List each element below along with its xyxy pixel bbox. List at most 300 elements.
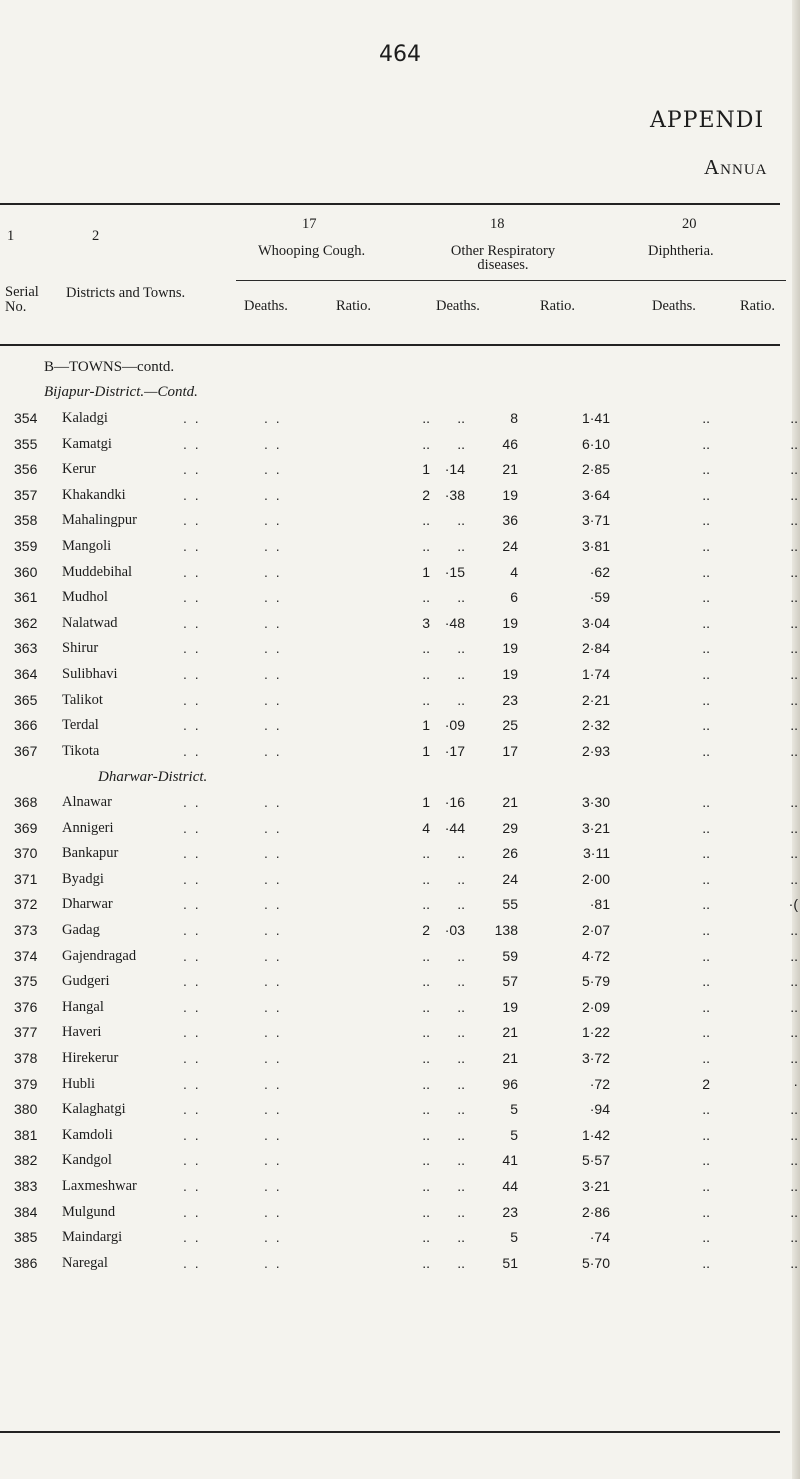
respiratory-deaths-cell: 19 (502, 640, 518, 657)
leader-dots: . . (264, 717, 282, 734)
table-row (0, 1152, 800, 1178)
respiratory-ratio-cell: 3·21 (581, 819, 610, 836)
table-row (0, 1024, 800, 1050)
leader-dots: . . (183, 640, 201, 657)
leader-dots: . . (264, 947, 282, 964)
whooping-deaths-cell: .. (422, 1254, 430, 1271)
respiratory-deaths-cell: 17 (502, 742, 518, 759)
leader-dots: . . (183, 1178, 201, 1194)
diphtheria-deaths-cell: .. (702, 1152, 710, 1169)
leader-dots: . . (264, 845, 282, 862)
leader-dots: . . (183, 1024, 201, 1041)
whooping-deaths-cell: .. (422, 589, 430, 606)
district-heading-dharwar: Dharwar-District. (98, 769, 208, 785)
whooping-deaths-cell: 1 (422, 742, 430, 759)
whooping-deaths-cell: .. (422, 1152, 430, 1169)
leader-dots: . . (183, 512, 201, 529)
whooping-deaths-cell: .. (422, 410, 430, 426)
diphtheria-deaths-cell: .. (702, 410, 710, 426)
diphtheria-ratio-cell: .. (790, 691, 798, 708)
respiratory-deaths-cell: 21 (502, 461, 518, 478)
whooping-ratio-cell: .. (457, 1254, 465, 1271)
whooping-cough-header: Whooping Cough. (258, 243, 366, 259)
diphtheria-deaths-cell: .. (702, 563, 710, 580)
whooping-ratio-cell: .. (457, 1126, 465, 1143)
respiratory-ratio-cell: 2·07 (581, 922, 610, 938)
respiratory-deaths-cell: 36 (502, 512, 518, 529)
town-name-cell: Hangal (62, 998, 104, 1015)
town-name-cell: Dharwar (62, 896, 113, 913)
diphtheria-ratio-cell: .. (790, 1152, 798, 1169)
leader-dots: . . (264, 614, 282, 631)
diphtheria-deaths-cell: .. (702, 870, 710, 887)
whooping-deaths-cell: .. (422, 1229, 430, 1246)
serial-cell: 367 (14, 742, 38, 759)
respiratory-deaths-cell: 24 (502, 538, 518, 554)
town-name-cell: Haveri (62, 1024, 102, 1041)
diphtheria-ratio-cell: .. (790, 512, 798, 529)
leader-dots: . . (183, 717, 201, 734)
serial-cell: 356 (14, 461, 38, 478)
whooping-deaths-cell: .. (422, 1050, 430, 1066)
whooping-ratio-cell: .. (457, 666, 465, 682)
serial-cell: 381 (14, 1126, 38, 1143)
respiratory-ratio-cell: 3·64 (581, 486, 610, 503)
other-respiratory-line2: diseases. (477, 257, 529, 273)
town-name-cell: Bankapur (62, 845, 119, 862)
serial-cell: 379 (14, 1075, 38, 1092)
leader-dots: . . (183, 1152, 201, 1169)
serial-cell: 369 (14, 819, 38, 836)
respiratory-ratio-cell: ·74 (589, 1229, 610, 1246)
whooping-deaths-cell: .. (422, 691, 430, 708)
diphtheria-deaths-cell: .. (702, 691, 710, 708)
districts-towns-header: Districts and Towns. (66, 285, 186, 301)
leader-dots: . . (183, 896, 201, 913)
leader-dots: . . (264, 1229, 282, 1246)
col-number-1: 1 (7, 228, 15, 244)
serial-cell: 362 (14, 614, 38, 631)
diphtheria-deaths-cell: .. (702, 640, 710, 657)
respiratory-ratio-cell: 2·84 (581, 640, 610, 657)
sub-ratio-17: Ratio. (336, 298, 372, 314)
diphtheria-ratio-cell: ·( (788, 896, 798, 913)
respiratory-ratio-cell: 6·10 (581, 435, 610, 452)
town-name-cell: Mudhol (62, 589, 108, 606)
whooping-deaths-cell: .. (422, 896, 430, 913)
whooping-deaths-cell: .. (422, 1178, 430, 1194)
table-row (0, 615, 800, 641)
sub-ratio-20: Ratio. (740, 298, 776, 314)
table-row (0, 1229, 800, 1255)
town-name-cell: Gudgeri (62, 973, 110, 990)
town-name-cell: Kamatgi (62, 435, 112, 452)
whooping-deaths-cell: .. (422, 973, 430, 990)
whooping-deaths-cell: .. (422, 1075, 430, 1092)
whooping-deaths-cell: 1 (422, 717, 430, 734)
table-row (0, 794, 800, 820)
diphtheria-deaths-cell: .. (702, 538, 710, 554)
respiratory-deaths-cell: 57 (502, 973, 518, 990)
town-name-cell: Tikota (62, 742, 100, 759)
respiratory-deaths-cell: 41 (502, 1152, 518, 1169)
respiratory-ratio-cell: 3·21 (581, 1178, 610, 1194)
serial-cell: 357 (14, 486, 38, 503)
respiratory-deaths-cell: 21 (502, 794, 518, 810)
respiratory-deaths-cell: 96 (502, 1075, 518, 1092)
respiratory-ratio-cell: 3·11 (583, 845, 610, 862)
serial-cell: 354 (14, 410, 38, 426)
respiratory-deaths-cell: 5 (510, 1126, 518, 1143)
respiratory-deaths-cell: 8 (510, 410, 518, 426)
table-row (0, 845, 800, 871)
leader-dots: . . (183, 819, 201, 836)
sub-deaths-17: Deaths. (244, 298, 288, 314)
serial-cell: 384 (14, 1203, 38, 1220)
leader-dots: . . (264, 1075, 282, 1092)
whooping-ratio-cell: ·09 (444, 717, 465, 734)
diphtheria-ratio-cell: .. (790, 538, 798, 554)
table-row (0, 999, 800, 1025)
whooping-ratio-cell: .. (457, 1075, 465, 1092)
serial-cell: 380 (14, 1101, 38, 1118)
leader-dots: . . (183, 614, 201, 631)
whooping-ratio-cell: .. (457, 1229, 465, 1246)
respiratory-deaths-cell: 26 (502, 845, 518, 862)
leader-dots: . . (183, 922, 201, 938)
town-name-cell: Shirur (62, 640, 99, 657)
serial-cell: 374 (14, 947, 38, 964)
leader-dots: . . (183, 947, 201, 964)
respiratory-deaths-cell: 19 (502, 666, 518, 682)
leader-dots: . . (264, 563, 282, 580)
whooping-deaths-cell: .. (422, 512, 430, 529)
respiratory-deaths-cell: 5 (510, 1229, 518, 1246)
respiratory-ratio-cell: 2·93 (581, 742, 610, 759)
serial-cell: 385 (14, 1229, 38, 1246)
serial-cell: 363 (14, 640, 38, 657)
table-row (0, 461, 800, 487)
whooping-ratio-cell: ·03 (444, 922, 465, 938)
serial-line2: No. (5, 299, 27, 315)
respiratory-ratio-cell: 2·00 (581, 870, 610, 887)
diphtheria-ratio-cell: .. (790, 845, 798, 862)
diphtheria-deaths-cell: .. (702, 819, 710, 836)
town-name-cell: Sulibhavi (62, 666, 118, 682)
respiratory-deaths-cell: 23 (502, 1203, 518, 1220)
whooping-deaths-cell: 2 (422, 486, 430, 503)
leader-dots: . . (264, 691, 282, 708)
diphtheria-deaths-cell: .. (702, 614, 710, 631)
table-row (0, 1101, 800, 1127)
whooping-ratio-cell: .. (457, 1050, 465, 1066)
leader-dots: . . (183, 1050, 201, 1066)
leader-dots: . . (264, 742, 282, 759)
diphtheria-deaths-cell: .. (702, 1203, 710, 1220)
respiratory-ratio-cell: 3·04 (581, 614, 610, 631)
diphtheria-deaths-cell: .. (702, 742, 710, 759)
diphtheria-deaths-cell: .. (702, 1254, 710, 1271)
town-name-cell: Muddebihal (62, 563, 133, 580)
diphtheria-ratio-cell: .. (790, 563, 798, 580)
serial-cell: 383 (14, 1178, 38, 1194)
town-name-cell: Kerur (62, 461, 96, 478)
whooping-deaths-cell: .. (422, 640, 430, 657)
town-name-cell: Mahalingpur (62, 512, 137, 529)
leader-dots: . . (264, 1152, 282, 1169)
sub-deaths-18: Deaths. (436, 298, 480, 314)
leader-dots: . . (183, 1254, 201, 1271)
serial-cell: 371 (14, 870, 38, 887)
diphtheria-ratio-cell: .. (790, 870, 798, 887)
diphtheria-ratio-cell: .. (790, 717, 798, 734)
town-name-cell: Kaladgi (62, 410, 108, 426)
whooping-deaths-cell: .. (422, 435, 430, 452)
leader-dots: . . (264, 410, 282, 426)
leader-dots: . . (264, 998, 282, 1015)
leader-dots: . . (264, 1203, 282, 1220)
whooping-deaths-cell: 4 (422, 819, 430, 836)
table-row (0, 487, 800, 513)
diphtheria-deaths-cell: .. (702, 947, 710, 964)
other-respiratory-line1: Other Respiratory (450, 243, 556, 259)
diphtheria-deaths-cell: .. (702, 1101, 710, 1118)
leader-dots: . . (183, 410, 201, 426)
whooping-ratio-cell: ·17 (444, 742, 465, 759)
table-row (0, 1255, 800, 1281)
diphtheria-ratio-cell: .. (790, 1178, 798, 1194)
leader-dots: . . (183, 845, 201, 862)
diphtheria-deaths-cell: .. (702, 1126, 710, 1143)
table-row (0, 1178, 800, 1204)
leader-dots: . . (264, 896, 282, 913)
table-row (0, 820, 800, 846)
town-name-cell: Nalatwad (62, 614, 118, 631)
table-row (0, 692, 800, 718)
serial-cell: 377 (14, 1024, 38, 1041)
table-row (0, 948, 800, 974)
respiratory-ratio-cell: 2·09 (581, 998, 610, 1015)
respiratory-ratio-cell: 3·30 (581, 794, 610, 810)
leader-dots: . . (183, 1101, 201, 1118)
leader-dots: . . (183, 742, 201, 759)
serial-cell: 372 (14, 896, 38, 913)
diphtheria-ratio-cell: .. (790, 589, 798, 606)
table-row (0, 538, 800, 564)
town-name-cell: Hirekerur (62, 1050, 119, 1066)
diphtheria-ratio-cell: .. (790, 486, 798, 503)
whooping-deaths-cell: .. (422, 947, 430, 964)
diphtheria-header: Diphtheria. (648, 243, 714, 259)
leader-dots: . . (264, 870, 282, 887)
diphtheria-ratio-cell: · (793, 1075, 798, 1092)
leader-dots: . . (264, 1050, 282, 1066)
whooping-ratio-cell: .. (457, 973, 465, 990)
leader-dots: . . (264, 589, 282, 606)
respiratory-deaths-cell: 6 (510, 589, 518, 606)
serial-cell: 378 (14, 1050, 38, 1066)
whooping-ratio-cell: .. (457, 410, 465, 426)
serial-cell: 355 (14, 435, 38, 452)
whooping-deaths-cell: .. (422, 666, 430, 682)
leader-dots: . . (183, 794, 201, 810)
serial-cell: 370 (14, 845, 38, 862)
diphtheria-ratio-cell: .. (790, 947, 798, 964)
respiratory-deaths-cell: 5 (510, 1101, 518, 1118)
respiratory-ratio-cell: 2·32 (581, 717, 610, 734)
table-bottom-rule (0, 1431, 780, 1433)
respiratory-deaths-cell: 29 (502, 819, 518, 836)
diphtheria-ratio-cell: .. (790, 998, 798, 1015)
table-row (0, 1076, 800, 1102)
diphtheria-deaths-cell: 2 (702, 1075, 710, 1092)
table-row (0, 512, 800, 538)
respiratory-ratio-cell: 2·85 (581, 461, 610, 478)
serial-cell: 373 (14, 922, 38, 938)
whooping-ratio-cell: .. (457, 998, 465, 1015)
respiratory-ratio-cell: 3·71 (581, 512, 610, 529)
sub-deaths-20: Deaths. (652, 298, 696, 314)
serial-cell: 366 (14, 717, 38, 734)
serial-cell: 376 (14, 998, 38, 1015)
town-name-cell: Byadgi (62, 870, 104, 887)
table-row (0, 589, 800, 615)
diphtheria-deaths-cell: .. (702, 1024, 710, 1041)
respiratory-deaths-cell: 25 (502, 717, 518, 734)
serial-cell: 358 (14, 512, 38, 529)
leader-dots: . . (264, 640, 282, 657)
diphtheria-ratio-cell: .. (790, 461, 798, 478)
respiratory-ratio-cell: 3·81 (581, 538, 610, 554)
header-bottom-rule (0, 344, 780, 346)
diphtheria-ratio-cell: .. (790, 1229, 798, 1246)
diphtheria-deaths-cell: .. (702, 512, 710, 529)
serial-line1: Serial (5, 284, 39, 300)
diphtheria-ratio-cell: .. (790, 410, 798, 426)
leader-dots: . . (264, 666, 282, 682)
leader-dots: . . (183, 538, 201, 554)
whooping-ratio-cell: .. (457, 538, 465, 554)
diphtheria-deaths-cell: .. (702, 666, 710, 682)
town-name-cell: Kamdoli (62, 1126, 113, 1143)
serial-cell: 368 (14, 794, 38, 810)
whooping-ratio-cell: ·16 (444, 794, 465, 810)
leader-dots: . . (264, 973, 282, 990)
leader-dots: . . (183, 1075, 201, 1092)
whooping-deaths-cell: .. (422, 538, 430, 554)
respiratory-deaths-cell: 4 (510, 563, 518, 580)
col-number-18: 18 (490, 216, 505, 232)
whooping-ratio-cell: .. (457, 1178, 465, 1194)
respiratory-ratio-cell: ·94 (589, 1101, 610, 1118)
leader-dots: . . (183, 691, 201, 708)
whooping-ratio-cell: .. (457, 1024, 465, 1041)
town-name-cell: Annigeri (62, 819, 114, 836)
respiratory-ratio-cell: 5·57 (581, 1152, 610, 1169)
table-row (0, 1050, 800, 1076)
leader-dots: . . (183, 461, 201, 478)
leader-dots: . . (264, 1101, 282, 1118)
table-row (0, 1204, 800, 1230)
whooping-ratio-cell: ·14 (444, 461, 465, 478)
respiratory-deaths-cell: 138 (494, 922, 518, 938)
diphtheria-ratio-cell: .. (790, 1254, 798, 1271)
table-row (0, 640, 800, 666)
diphtheria-ratio-cell: .. (790, 614, 798, 631)
respiratory-ratio-cell: ·62 (589, 563, 610, 580)
section-heading: B—TOWNS—contd. (44, 359, 175, 375)
whooping-ratio-cell: .. (457, 947, 465, 964)
town-name-cell: Hubli (62, 1075, 96, 1092)
diphtheria-ratio-cell: .. (790, 1203, 798, 1220)
respiratory-ratio-cell: 1·41 (581, 410, 610, 426)
respiratory-ratio-cell: 4·72 (581, 947, 610, 964)
leader-dots: . . (264, 512, 282, 529)
col-number-17: 17 (302, 216, 317, 232)
whooping-ratio-cell: ·48 (444, 614, 465, 631)
town-name-cell: Terdal (62, 717, 99, 734)
table-row (0, 564, 800, 590)
diphtheria-ratio-cell: .. (790, 1101, 798, 1118)
whooping-deaths-cell: .. (422, 1126, 430, 1143)
respiratory-deaths-cell: 23 (502, 691, 518, 708)
diphtheria-ratio-cell: .. (790, 973, 798, 990)
other-respiratory-header (428, 243, 578, 274)
whooping-deaths-cell: 1 (422, 794, 430, 810)
leader-dots: . . (264, 922, 282, 938)
table-row (0, 410, 800, 436)
whooping-ratio-cell: .. (457, 691, 465, 708)
leader-dots: . . (264, 435, 282, 452)
whooping-ratio-cell: .. (457, 1203, 465, 1220)
whooping-ratio-cell: .. (457, 896, 465, 913)
subheader-rule (236, 280, 786, 281)
leader-dots: . . (264, 1178, 282, 1194)
respiratory-deaths-cell: 59 (502, 947, 518, 964)
whooping-ratio-cell: .. (457, 870, 465, 887)
diphtheria-ratio-cell: .. (790, 435, 798, 452)
leader-dots: . . (183, 1203, 201, 1220)
leader-dots: . . (183, 435, 201, 452)
town-name-cell: Gadag (62, 922, 100, 938)
town-name-cell: Gajendragad (62, 947, 137, 964)
diphtheria-deaths-cell: .. (702, 1050, 710, 1066)
whooping-ratio-cell: .. (457, 589, 465, 606)
whooping-deaths-cell: 1 (422, 461, 430, 478)
whooping-ratio-cell: ·38 (444, 486, 465, 503)
whooping-deaths-cell: .. (422, 845, 430, 862)
diphtheria-ratio-cell: .. (790, 819, 798, 836)
leader-dots: . . (264, 1024, 282, 1041)
whooping-deaths-cell: .. (422, 1024, 430, 1041)
diphtheria-deaths-cell: .. (702, 717, 710, 734)
diphtheria-ratio-cell: .. (790, 922, 798, 938)
respiratory-ratio-cell: 2·21 (581, 691, 610, 708)
town-name-cell: Kalaghatgi (62, 1101, 126, 1118)
respiratory-deaths-cell: 21 (502, 1024, 518, 1041)
diphtheria-deaths-cell: .. (702, 1229, 710, 1246)
town-name-cell: Khakandki (62, 486, 126, 503)
whooping-ratio-cell: .. (457, 512, 465, 529)
serial-cell: 360 (14, 563, 38, 580)
respiratory-ratio-cell: ·81 (589, 896, 610, 913)
respiratory-ratio-cell: 5·79 (581, 973, 610, 990)
respiratory-ratio-cell: 5·70 (581, 1254, 610, 1271)
respiratory-deaths-cell: 55 (502, 896, 518, 913)
whooping-ratio-cell: .. (457, 435, 465, 452)
diphtheria-ratio-cell: .. (790, 640, 798, 657)
table-row (0, 743, 800, 769)
